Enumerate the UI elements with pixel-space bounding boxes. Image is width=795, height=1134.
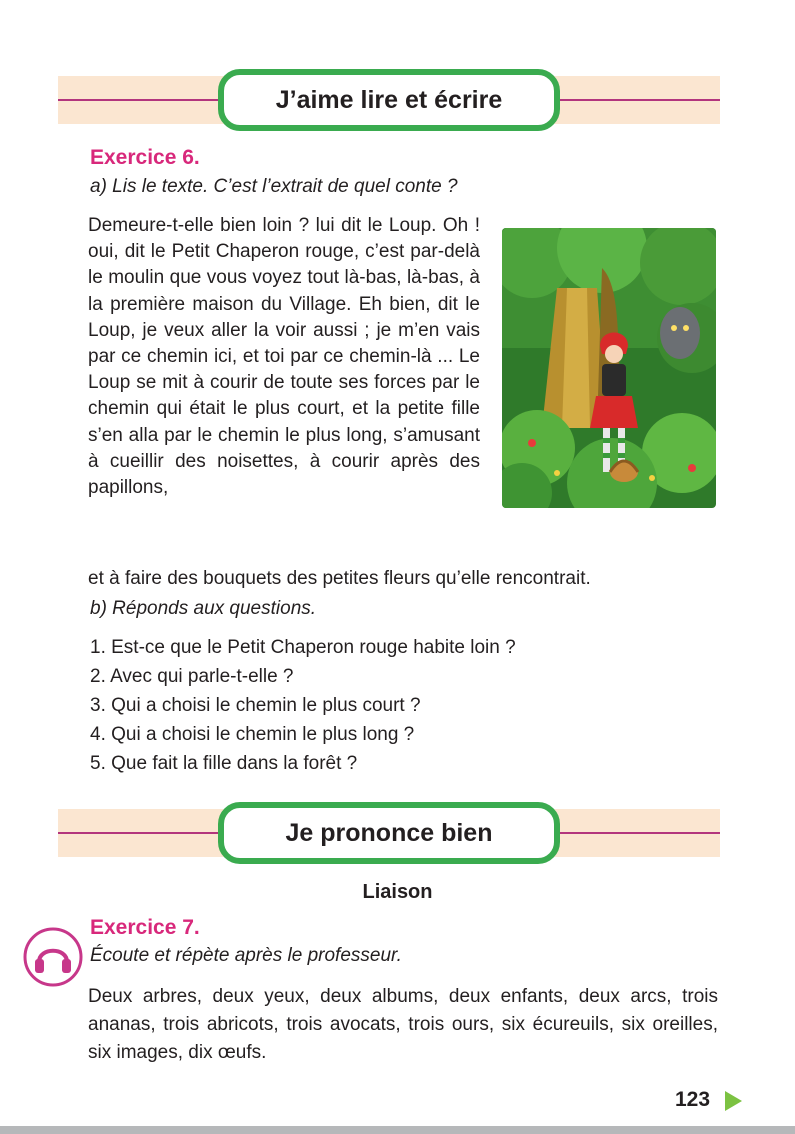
exercise-7-title: Exercice 7. xyxy=(90,916,200,939)
story-text: Demeure-t-elle bien loin ? lui dit le Loup. Oh ! oui, dit le Petit Chaperon rouge, c’est par-delà le moulin que vous voyez tout là-bas, là-bas, à la première maison du Village. Eh bien, dit le Loup, je veux aller la voir aussi ; je m’en vais par ce chemin ici, et toi par ce chemin-là ... Le Loup se mit à courir de toute ses forces par le chemin qui était le plus court, et la petite fille s’en alla par le chemin le plus long, s’amusant à cueillir des noisettes, à courir après des papillons, xyxy=(88,215,480,499)
subsection-title-liaison: Liaison xyxy=(362,881,433,903)
page-number: 123 xyxy=(675,1088,711,1111)
section-title-text: J’aime lire et écrire xyxy=(275,85,503,114)
next-page-arrow-icon[interactable] xyxy=(725,1091,742,1111)
section-title-pronunciation xyxy=(218,802,560,864)
exercise-6-instruction-a: a) Lis le texte. C’est l’extrait de quel conte ? xyxy=(90,176,458,197)
exercise-7-instruction: Écoute et répète après le professeur. xyxy=(90,945,402,966)
question-item: 5. Que fait la fille dans la forêt ? xyxy=(90,753,358,774)
liaison-text: Deux arbres, deux yeux, deux albums, deux enfants, deux arcs, trois ananas, trois abricots, trois avocats, trois ours, six écureuils, six oreilles, six images, dix œufs. xyxy=(88,986,718,1063)
page-bottom-bar xyxy=(0,1126,795,1134)
exercise-6-instruction-b: b) Réponds aux questions. xyxy=(90,598,317,619)
red-riding-hood-illustration xyxy=(502,228,716,508)
story-text-last-line: et à faire des bouquets des petites fleurs qu’elle rencontrait. xyxy=(88,568,591,589)
section-title-text: Je prononce bien xyxy=(285,818,493,847)
question-list xyxy=(90,633,516,778)
question-item: 1. Est-ce que le Petit Chaperon rouge habite loin ? xyxy=(90,637,516,658)
question-item: 3. Qui a choisi le chemin le plus court ? xyxy=(90,695,421,716)
exercise-6-title: Exercice 6. xyxy=(90,146,200,169)
question-item: 4. Qui a choisi le chemin le plus long ? xyxy=(90,724,415,745)
question-item: 2. Avec qui parle-t-elle ? xyxy=(90,666,294,687)
section-title-reading xyxy=(218,69,560,131)
headphones-icon[interactable] xyxy=(22,926,84,988)
